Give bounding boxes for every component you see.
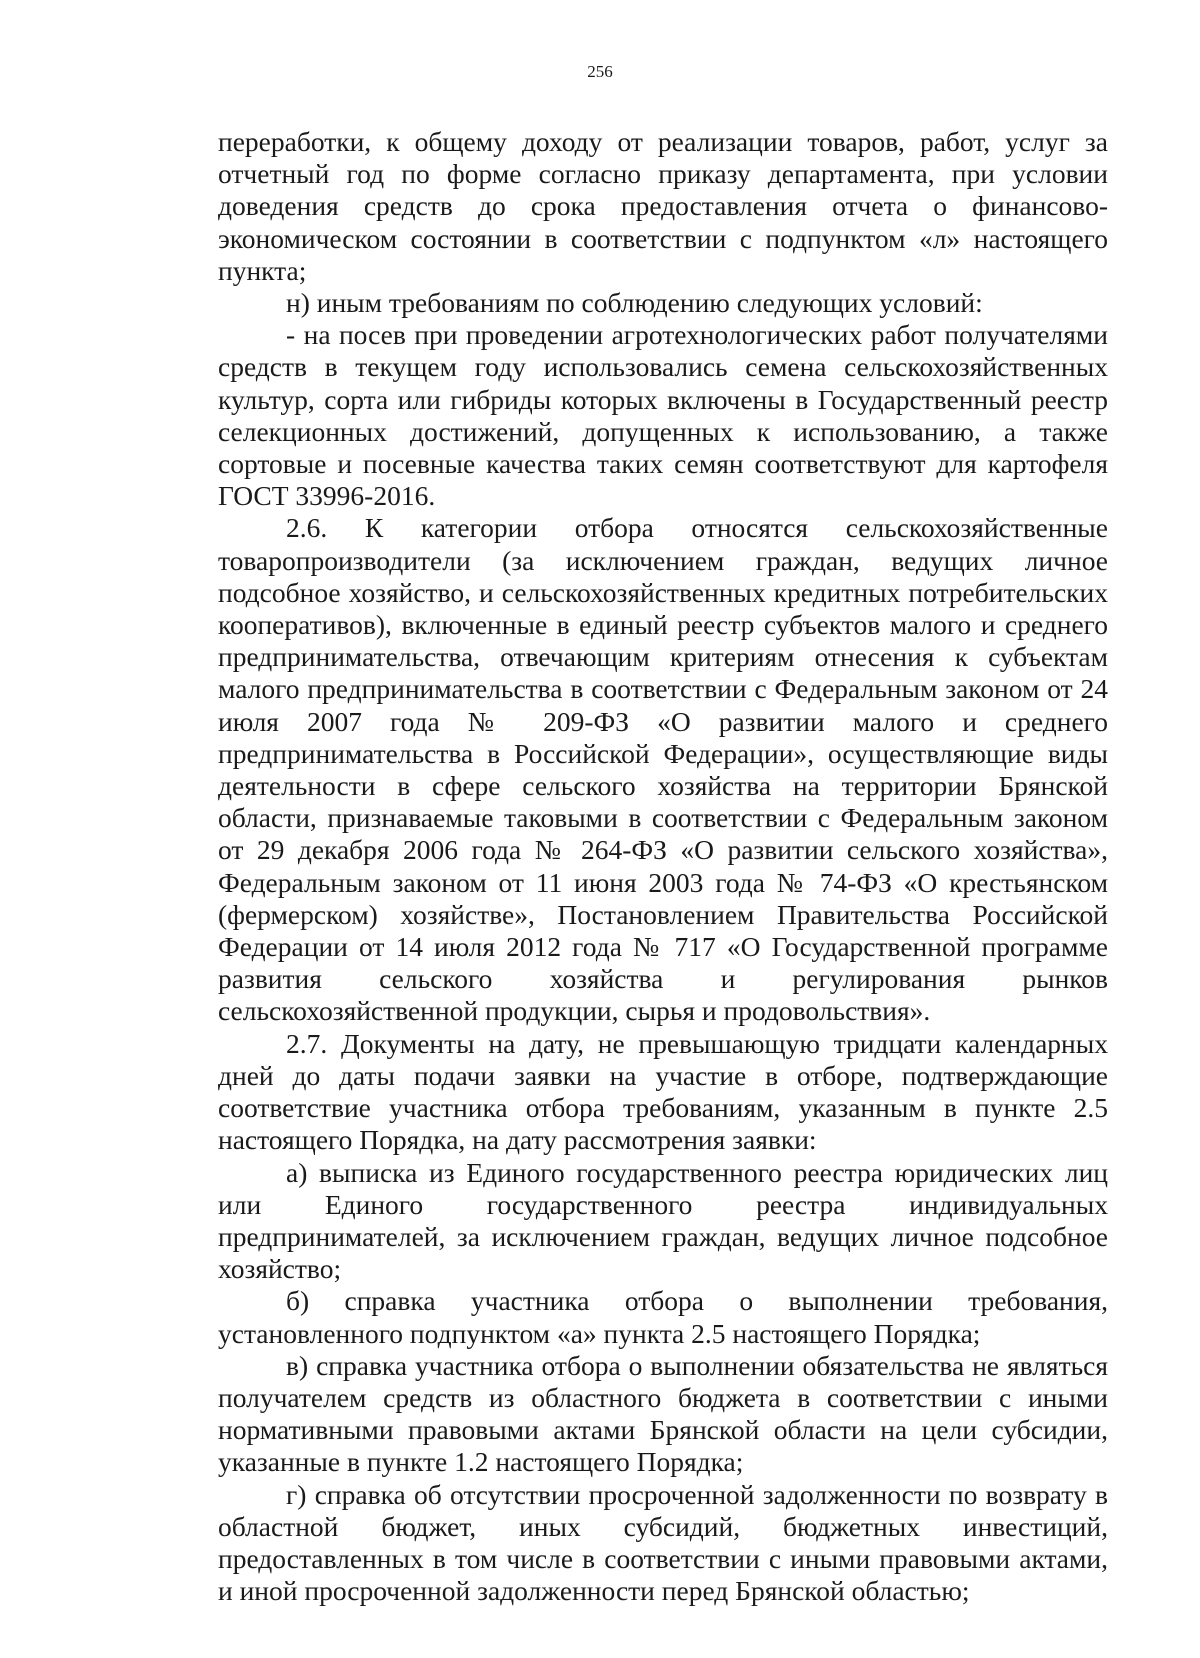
paragraph-2-7: 2.7. Документы на дату, не превышающую тридцати календарных дней до даты подачи заявки на участие в отборе, подтверждающие соответствие участника отбора требованиям, указанным в пункте 2.5 настоящего Порядка, на дату рассмотрения заявки:	[218, 1027, 1108, 1156]
document-body	[218, 126, 1108, 1607]
paragraph-item-b: б) справка участника отбора о выполнении требования, установленного подпунктом «а» пункта 2.5 настоящего Порядка;	[218, 1285, 1108, 1349]
paragraph-item-g: г) справка об отсутствии просроченной задолженности по возврату в областной бюджет, иных субсидий, бюджетных инвестиций, предоставленных в том числе в соответствии с иными правовыми актами, и иной просроченной задолженности перед Брянской областью;	[218, 1478, 1108, 1607]
paragraph-item-a: а) выписка из Единого государственного реестра юридических лиц или Единого государственного реестра индивидуальных предпринимателей, за исключением граждан, ведущих личное подсобное хозяйство;	[218, 1156, 1108, 1285]
paragraph-2-6: 2.6. К категории отбора относятся сельскохозяйственные товаропроизводители (за исключением граждан, ведущих личное подсобное хозяйство, и сельскохозяйственных кредитных потребительских кооперативов), включенные в единый реестр субъектов малого и среднего предпринимательства, отвечающим критериям отнесения к субъектам малого предпринимательства в соответствии с Федеральным законом от 24 июля 2007 года № 209-ФЗ «О развитии малого и среднего предпринимательства в Российской Федерации», осуществляющие виды деятельности в сфере сельского хозяйства на территории Брянской области, признаваемые таковыми в соответствии с Федеральным законом от 29 декабря 2006 года № 264-ФЗ «О развитии сельского хозяйства», Федеральным законом от 11 июня 2003 года № 74-ФЗ «О крестьянском (фермерском) хозяйстве», Постановлением Правительства Российской Федерации от 14 июля 2012 года № 717 «О Государственной программе развития сельского хозяйства и регулирования рынков сельскохозяйственной продукции, сырья и продовольствия».	[218, 512, 1108, 1027]
paragraph-subitem-n: н) иным требованиям по соблюдению следующих условий:	[286, 287, 983, 319]
paragraph-seed-condition: - на посев при проведении агротехнологических работ получателями средств в текущем году использовались семена сельскохозяйственных культур, сорта или гибриды которых включены в Государственный реестр селекционных достижений, допущенных к использованию, а также сортовые и посевные качества таких семян соответствуют для картофеля ГОСТ 33996-2016.	[218, 319, 1108, 512]
paragraph-continuation: переработки, к общему доходу от реализации товаров, работ, услуг за отчетный год по форме согласно приказу департамента, при условии доведения средств до срока предоставления отчета о финансово-экономическом состоянии в соответствии с подпунктом «л» настоящего пункта;	[218, 126, 1108, 286]
page-number: 256	[587, 62, 613, 81]
paragraph-item-v: в) справка участника отбора о выполнении обязательства не являться получателем средств из областного бюджета в соответствии с иными нормативными правовыми актами Брянской области на цели субсидии, указанные в пункте 1.2 настоящего Порядка;	[218, 1349, 1108, 1478]
